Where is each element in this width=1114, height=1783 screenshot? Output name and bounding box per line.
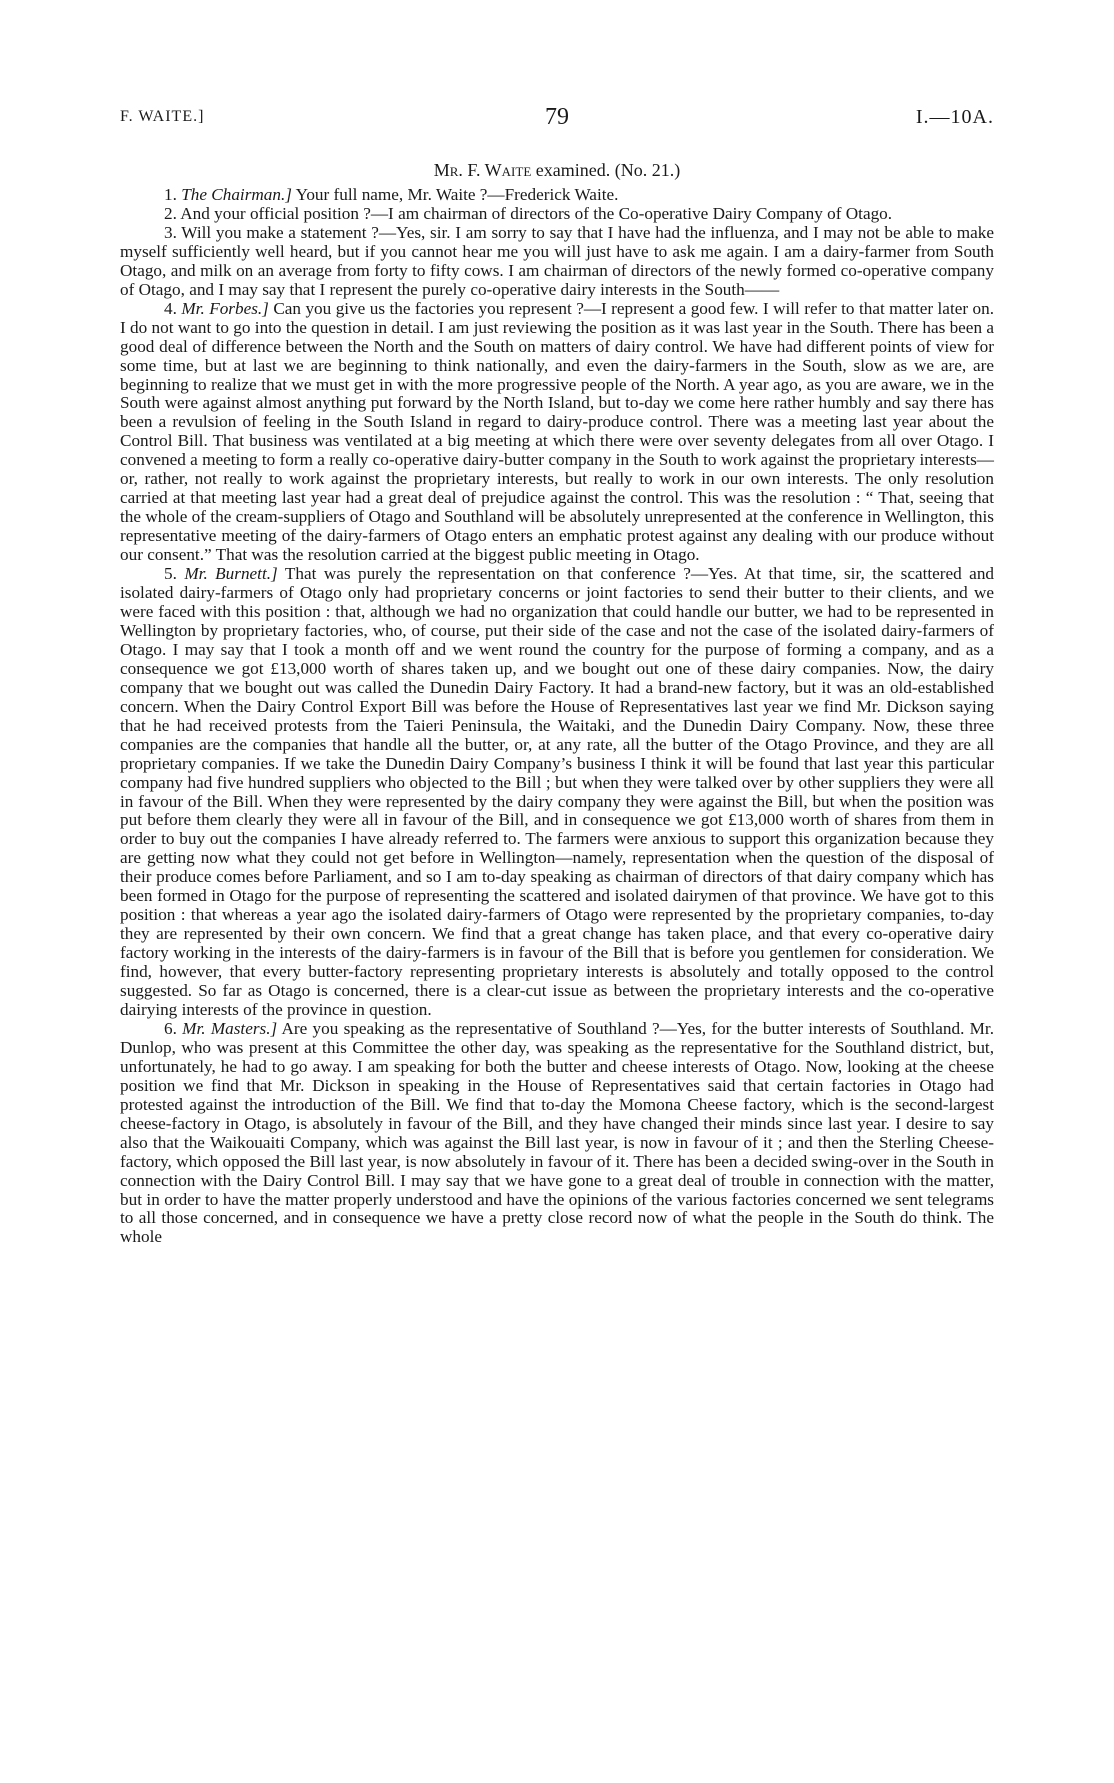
page-number: 79 <box>545 104 569 130</box>
question-number: 5. <box>164 564 177 584</box>
paragraph-text: Are you speaking as the representative of Southland ?—Yes, for the butter interests of Southland. Mr. Dunlop, who was present at this Committee the other day, was speaking as the representative for the Southland district, but, unfortunately, he had to go away. I am speaking for both the butter and cheese interests of Otago. Now, looking at the cheese position we find that Mr. Dickson in speaking in the House of Representatives said that certain factories in Otago had protested against the introduction of the Bill. We find that to-day the Momona Cheese factory, which is the second-largest cheese-factory in Otago, is absolutely in favour of the Bill, and they have changed their minds since last year. I desire to say also that the Waikouaiti Company, which was against the Bill last year, is now in favour of it ; and then the Sterling Cheese-factory, which opposed the Bill last year, is now absolutely in favour of it. There has been a decided swing-over in the South in connection with the Dairy Control Bill. I may say that we have gone to a great deal of trouble in connection with the matter, but in order to have the matter properly understood and have the opinions of the various factories concerned we sent telegrams to all those concerned, and in consequence we have a pretty close record now of what the people in the South do think. The whole <box>120 1018 994 1247</box>
speaker-name: Mr. Masters.] <box>182 1018 278 1038</box>
paragraph-text: Will you make a statement ?—Yes, sir. I am sorry to say that I have had the influenza, and I may not be able to make myself sufficiently well heard, but if you cannot hear me you will just have to ask me again. I am a dairy-farmer from South Otago, and milk on an average from forty to fifty cows. I am chairman of directors of the newly formed co-operative company of Otago, and I may say that I represent the purely co-operative dairy interests in the South—— <box>120 222 994 299</box>
witness-name: Mr. F. Waite <box>433 160 532 180</box>
question-paragraph <box>120 224 994 300</box>
question-paragraph <box>120 565 994 1020</box>
section-title <box>0 160 1114 181</box>
speaker-name: Mr. Burnett.] <box>184 564 278 584</box>
document-reference: I.—10A. <box>915 106 994 128</box>
examination-label: examined. (No. 21.) <box>535 160 681 180</box>
page-header <box>120 104 994 134</box>
paragraph-text: That was purely the representation on that conference ?—Yes. At that time, sir, the scattered and isolated dairy-farmers of Otago only had proprietary concerns or joint factories to send their butter to their clients, and we were faced with this position : that, although we had no organization that could handle our butter, we had to be represented in Wellington by proprietary factories, who, of course, put their side of the case and not the case of the isolated dairy-farmers of Otago. I may say that I took a month off and we went round the country for the purpose of forming a company, and as a consequence we got £13,000 worth of shares taken up, and we bought out one of these dairy companies. Now, the dairy company that we bought out was called the Dunedin Dairy Factory. It had a brand-new factory, but it was an old-established concern. When the Dairy Control Export Bill was before the House of Representatives last year we find Mr. Dickson saying that he had received protests from the Taieri Peninsula, the Waitaki, and the Dunedin Dairy Company. Now, these three companies are the companies that handle all the butter, or, at any rate, all the butter of the Otago Province, and they are all proprietary companies. If we take the Dunedin Dairy Company’s business I think it will be found that last year this particular company had five hundred suppliers who objected to the Bill ; but when they were talked over by other suppliers they were all in favour of the Bill. When they were represented by the dairy company they were against the Bill, but when the position was put before them clearly they were all in favour of the Bill, and in consequence we got £13,000 worth of shares from them in order to buy out the companies I have already referred to. The farmers were anxious to support this organization because they are getting now what they could not get before in Wellington—namely, representation when the question of the disposal of their produce comes before Parliament, and so I am to-day speaking as chairman of directors of that dairy company which has been formed in Otago for the purpose of representing the scattered and isolated dairymen of that province. We have got to this position : that whereas a year ago the isolated dairy-farmers of Otago were represented by the proprietary companies, to-day they are represented by their own concern. We find that a great change has taken place, and that every co-operative dairy factory working in the interests of the dairy-farmers is in favour of the Bill that is before you gentlemen for consideration. We find, however, that every butter-factory representing proprietary interests is absolutely and totally opposed to the control suggested. So far as Otago is concerned, there is a clear-cut issue as between the proprietary interests and the co-operative dairying interests of the province in question. <box>120 564 995 1019</box>
question-number: 4. <box>164 298 177 318</box>
paragraph-text: And your official position ?—I am chairman of directors of the Co-operative Dairy Company of Otago. <box>180 203 893 223</box>
question-number: 2. <box>164 203 177 223</box>
running-head-witness: F. WAITE.] <box>120 108 205 125</box>
testimony-body <box>120 186 994 1247</box>
paragraph-text: Your full name, Mr. Waite ?—Frederick Waite. <box>295 185 619 204</box>
question-number: 1. <box>164 185 177 204</box>
speaker-name: Mr. Forbes.] <box>181 298 269 318</box>
question-paragraph <box>120 300 994 565</box>
question-paragraph <box>120 205 994 224</box>
paragraph-text: Can you give us the factories you represent ?—I represent a good few. I will refer to that matter later on. I do not want to go into the question in detail. I am just reviewing the position as it was last year in the South. There has been a good deal of difference between the North and the South on matters of dairy control. We have had different points of view for some time, but at last we are beginning to think nationally, and even the dairy-farmers in the South, slow as we are, are beginning to realize that we must get in with the more progressive people of the North. A year ago, as you are aware, we in the South were against almost anything put forward by the North Island, but to-day we come here rather humbly and say there has been a revulsion of feeling in the South Island in regard to dairy-produce control. There was a meeting last year about the Control Bill. That business was ventilated at a big meeting at which there were over seventy delegates from all over Otago. I convened a meeting to form a really co-operative dairy-butter company in the South to work against the proprietary interests—or, rather, not really to work against the proprietary interests, but really to work in our own interests. The only resolution carried at that meeting last year had a great deal of prejudice against the control. This was the resolution : “ That, seeing that the whole of the cream-suppliers of Otago and Southland will be absolutely unrepresented at the conference in Wellington, this representative meeting of the dairy-farmers of Otago enters an emphatic protest against any dealing with our produce without our consent.” That was the resolution carried at the biggest public meeting in Otago. <box>120 298 994 565</box>
question-paragraph <box>120 186 994 205</box>
speaker-name: The Chairman.] <box>181 185 292 204</box>
question-paragraph <box>120 1020 994 1247</box>
question-number: 6. <box>164 1018 177 1038</box>
question-number: 3. <box>164 222 177 242</box>
